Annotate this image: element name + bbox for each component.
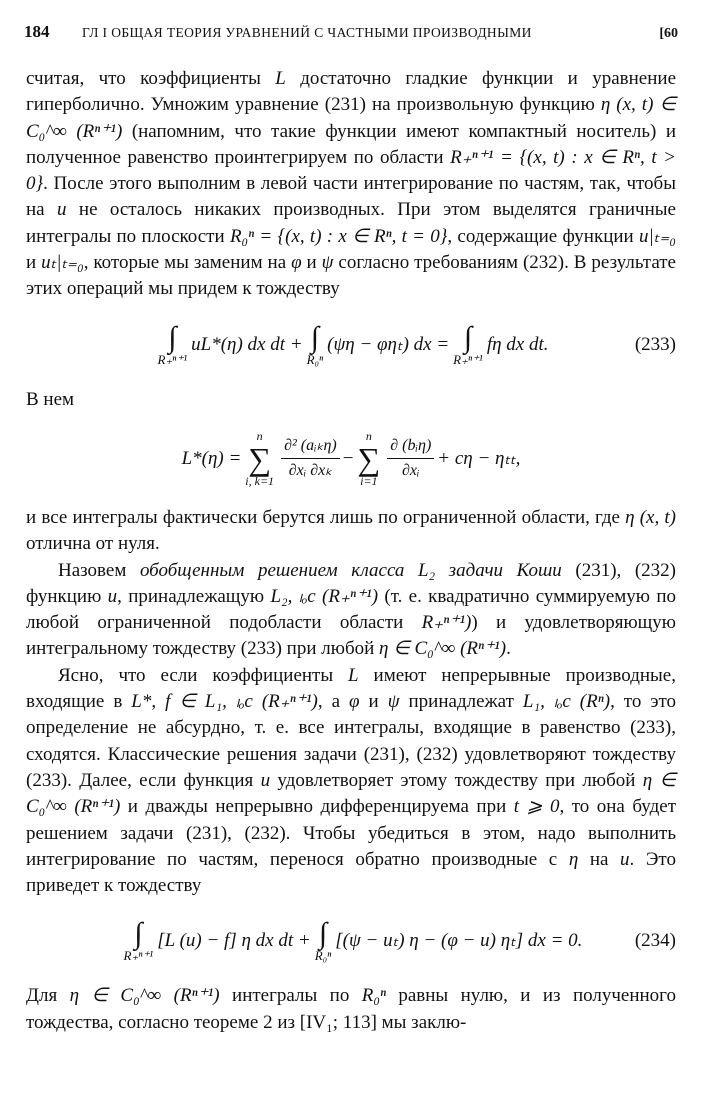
paragraph-3: Назовем обобщенным решением класса L₂ задачи Коши (231), (232) функцию u, принадлежащую L₂, ₗₒc (R₊ⁿ⁺¹) (т. е. квадратично суммируемую по любой ограниченной подобласти области R₊ⁿ⁺¹)) и удовлетворяющую интегральному тождеству (233) при любой η ∈ C₀^∞ (Rⁿ⁺¹).: [26, 559, 676, 660]
sum-sign: n ∑ i=1: [357, 428, 381, 488]
equation-number: (233): [634, 333, 676, 355]
fraction: $\frac{\text{∂ (bᵢη)}}{\text{∂xᵢ}}$: [387, 436, 434, 481]
page-number: 184: [24, 22, 50, 41]
equation-234: ∫ R₊ⁿ⁺¹ [L (u) − f] η dx dt + ∫ R₀ⁿ [(ψ − uₜ) η − (φ − u) ηₜ] dx = 0. (234): [123, 917, 676, 964]
paragraph-5: Для η ∈ C₀^∞ (Rⁿ⁺¹) интегралы по R₀ⁿ равны нулю, и из полученного тождества, согласно теореме 2 из [IV₁; 113] мы заклю-: [26, 985, 676, 1033]
running-title: ГЛ I ОБЩАЯ ТЕОРИЯ УРАВНЕНИЙ С ЧАСТНЫМИ ПРОИЗВОДНЫМИ: [82, 25, 532, 40]
equation-number: (234): [634, 930, 676, 952]
v-nem: В нем: [26, 388, 75, 410]
integral-sign: ∫ R₊ⁿ⁺¹: [123, 917, 154, 964]
equation-Lstar: L*(η) = n ∑ i, k=1 $\frac{\text{∂² (aᵢₖη)}}{\text{∂xᵢ ∂xₖ}}$ − n ∑ i=1 $\frac{\text{∂ (bᵢη)}}{\text{∂xᵢ}}$ + cη − ηₜₜ,: [181, 428, 521, 488]
section-marker: [60: [659, 26, 678, 41]
page-body: [26, 66, 676, 1036]
integral-sign: ∫ R₀ⁿ: [314, 917, 332, 964]
integral-sign: ∫ R₊ⁿ⁺¹: [453, 320, 483, 367]
paragraph-1: считая, что коэффициенты L достаточно гладкие функции и уравнение гиперболично. Умножим уравнение (231) на произвольную функцию η (x, t) ∈ C₀^∞ (Rⁿ⁺¹) (напомним, что такие функции имеют компактный носитель) и полученное равенство проинтегрируем по области R₊ⁿ⁺¹ = {(x, t) : x ∈ Rⁿ, t > 0}. После этого выполним в левой части интегрирование по частям, так, чтобы на u не осталось никаких производных. При этом выделятся граничные интегралы по плоскости R₀ⁿ = {(x, t) : x ∈ Rⁿ, t = 0}, содержащие функции u|ₜ₌₀ и uₜ|ₜ₌₀, которые мы заменим на φ и ψ согласно требованиям (232). В результате этих операций мы придем к тождеству: [26, 68, 676, 300]
running-header: [24, 22, 678, 48]
fraction: $\frac{\text{∂² (aᵢₖη)}}{\text{∂xᵢ ∂xₖ}}$: [281, 436, 340, 481]
equation-233: ∫ R₊ⁿ⁺¹ uL*(η) dx dt + ∫ R₀ⁿ (ψη − φηₜ) dx = ∫ R₊ⁿ⁺¹ fη dx dt. (233): [157, 320, 676, 367]
sum-sign: n ∑ i, k=1: [245, 428, 275, 488]
integral-sign: ∫ R₊ⁿ⁺¹: [157, 320, 188, 367]
paragraph-2: и все интегралы фактически берутся лишь по ограниченной области, где η (x, t) отлична от нуля.: [26, 506, 677, 555]
paragraph-4: Ясно, что если коэффициенты L имеют непрерывные производные, входящие в L*, f ∈ L₁, ₗₒc (R₊ⁿ⁺¹), а φ и ψ принадлежат L₁, ₗₒc (Rⁿ), то это определение не абсурдно, т. е. все интегралы, входящие в равенство (233), сходятся. Классические решения задачи (231), (232) удовлетворяют тождеству (233). Далее, если функция u удовлетворяет этому тождеству при любой η ∈ C₀^∞ (Rⁿ⁺¹) и дважды непрерывно дифференцируема при t ⩾ 0, то она будет решением задачи (231), (232). Чтобы убедиться в этом, надо выполнить интегрирование по частям, перенося обратно производные с η на u. Это приведет к тождеству: [26, 664, 677, 897]
integral-sign: ∫ R₀ⁿ: [306, 320, 324, 367]
